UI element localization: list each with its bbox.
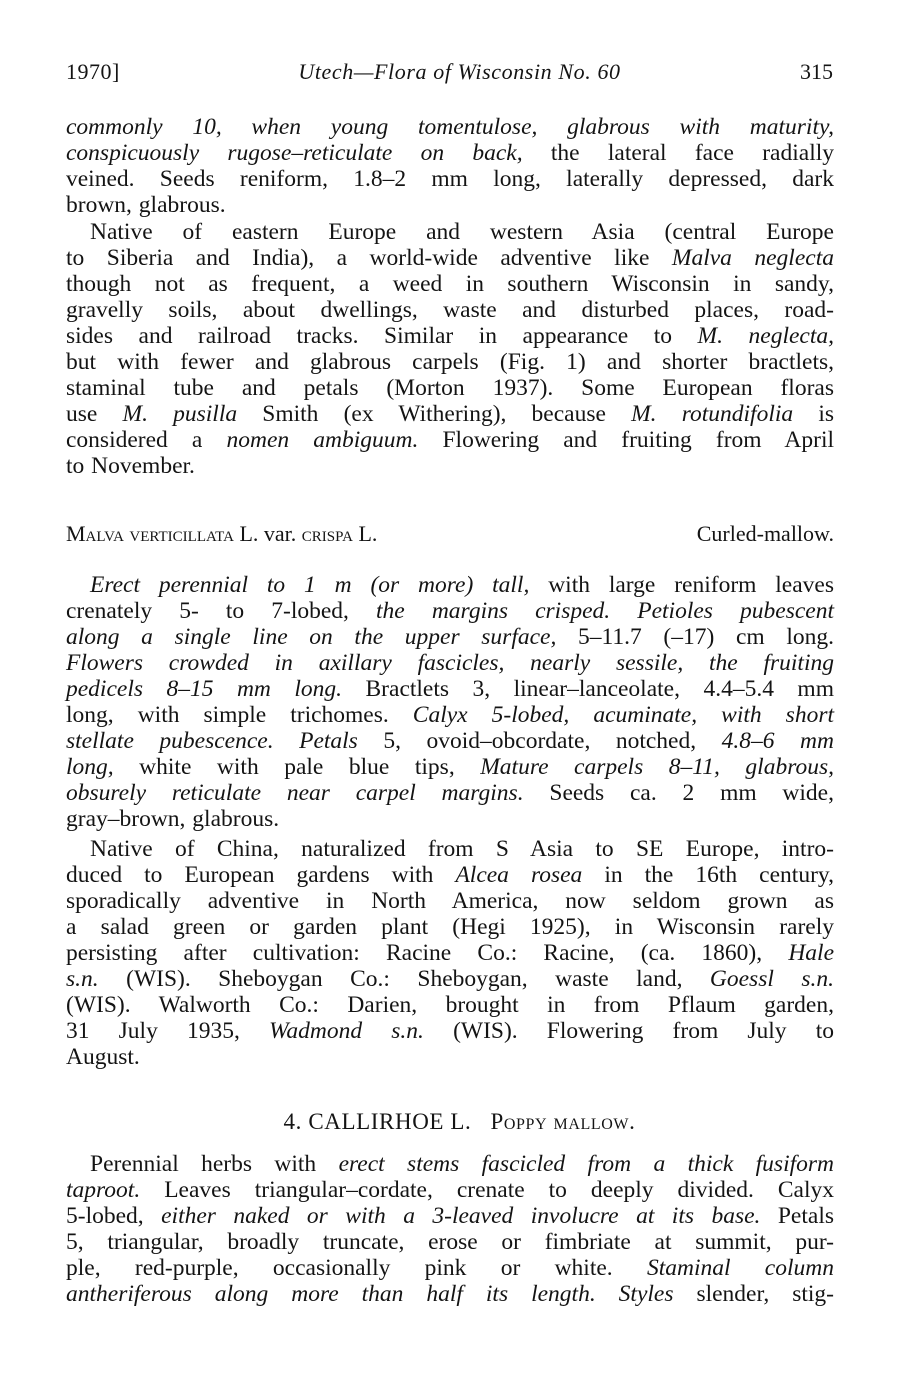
roman-text: Perennial herbs with bbox=[90, 1151, 339, 1177]
text-line bbox=[66, 1281, 834, 1307]
italic-text: Malva neglecta bbox=[671, 245, 834, 271]
roman-text: 5-lobed, bbox=[66, 1203, 162, 1229]
text-line bbox=[66, 1018, 834, 1044]
text-line: gray–brown, glabrous. bbox=[66, 806, 280, 832]
italic-text: along a single line on the upper surface, bbox=[66, 624, 557, 650]
italic-text: Mature carpels 8–11, glabrous, bbox=[480, 754, 834, 780]
text-line bbox=[66, 728, 834, 754]
roman-text: is bbox=[793, 401, 835, 427]
roman-text: the lateral face radially bbox=[522, 140, 835, 166]
roman-text: use bbox=[66, 401, 123, 427]
variety-author: L. bbox=[352, 521, 378, 546]
text-line bbox=[66, 650, 834, 676]
genus-description bbox=[66, 1151, 834, 1307]
italic-text: Staminal column bbox=[646, 1255, 834, 1281]
roman-text: to Siberia and India), a world-wide adventive like bbox=[66, 245, 672, 271]
italic-text: Erect perennial to 1 m (or more) tall, bbox=[90, 572, 530, 598]
text-line bbox=[66, 323, 834, 349]
roman-text: 5, ovoid–obcordate, notched, bbox=[357, 728, 722, 754]
text-line bbox=[66, 401, 834, 427]
text-line bbox=[66, 862, 834, 888]
italic-text: stellate pubescence. Petals bbox=[66, 728, 358, 754]
roman-text: sides and railroad tracks. Similar in appearance to bbox=[66, 323, 698, 349]
italic-text: Hale bbox=[788, 940, 834, 966]
text-line bbox=[66, 427, 834, 453]
roman-text: Seeds ca. 2 mm wide, bbox=[523, 780, 834, 806]
italic-text: nomen ambiguum. bbox=[226, 427, 419, 453]
roman-text: 5–11.7 (–17) cm long. bbox=[556, 624, 834, 650]
text-line: 5, triangular, broadly truncate, erose or fimbriate at summit, pur- bbox=[66, 1229, 834, 1255]
text-line bbox=[66, 966, 834, 992]
species-name bbox=[66, 520, 377, 548]
italic-text: taproot. bbox=[66, 1177, 141, 1203]
text-line: though not as frequent, a weed in southern Wisconsin in sandy, bbox=[66, 271, 834, 297]
roman-text: ple, red-purple, occasionally pink or white. bbox=[66, 1255, 647, 1281]
text-line bbox=[66, 702, 834, 728]
text-line bbox=[66, 1177, 834, 1203]
italic-text: commonly 10, when young tomentulose, glabrous with maturity, bbox=[66, 114, 834, 140]
roman-text: 31 July 1935, bbox=[66, 1018, 269, 1044]
page-number: 315 bbox=[800, 59, 833, 84]
italic-text: Goessl s.n. bbox=[709, 966, 834, 992]
text-line: (WIS). Walworth Co.: Darien, brought in from Pflaum garden, bbox=[66, 992, 834, 1018]
species-heading bbox=[66, 520, 834, 548]
species-common-name: Curled-mallow. bbox=[696, 521, 834, 546]
text-line: a salad green or garden plant (Hegi 1925), in Wisconsin rarely bbox=[66, 914, 834, 940]
roman-text: crenately 5- to 7-lobed, bbox=[66, 598, 377, 624]
roman-text: duced to European gardens with bbox=[66, 862, 456, 888]
italic-text: obsurely reticulate near carpel margins. bbox=[66, 780, 524, 806]
italic-text: antheriferous along more than half its length. Styles bbox=[66, 1281, 674, 1307]
italic-text: M. neglecta, bbox=[697, 323, 834, 349]
genus-common-name: Poppy mallow. bbox=[490, 1109, 636, 1134]
roman-text: Leaves triangular–cordate, crenate to deeply divided. Calyx bbox=[140, 1177, 834, 1203]
species-binomial: Malva verticillata bbox=[66, 521, 234, 546]
text-line bbox=[66, 754, 834, 780]
text-line bbox=[66, 572, 834, 598]
genus-name: 4. CALLIRHOE L. bbox=[283, 1109, 472, 1134]
italic-text: long, bbox=[66, 754, 114, 780]
text-line bbox=[66, 676, 834, 702]
text-line: to November. bbox=[66, 453, 195, 479]
roman-text: (WIS). Sheboygan Co.: Sheboygan, waste land, bbox=[98, 966, 710, 992]
text-line bbox=[66, 940, 834, 966]
species-variety: crispa bbox=[301, 521, 353, 546]
roman-text: slender, stig- bbox=[673, 1281, 834, 1307]
text-line: but with fewer and glabrous carpels (Fig. 1) and shorter bractlets, bbox=[66, 349, 834, 375]
text-line bbox=[66, 114, 834, 140]
roman-text: Bractlets 3, linear–lanceolate, 4.4–5.4 mm bbox=[342, 676, 834, 702]
text-line bbox=[66, 598, 834, 624]
text-line bbox=[66, 780, 834, 806]
roman-text: Petals bbox=[760, 1203, 834, 1229]
roman-text: Smith (ex Withering), because bbox=[237, 401, 632, 427]
text-line: Native of China, naturalized from S Asia to SE Europe, intro- bbox=[90, 836, 834, 862]
distribution-paragraph bbox=[66, 219, 834, 479]
roman-text: considered a bbox=[66, 427, 227, 453]
running-title: Utech—Flora of Wisconsin No. 60 bbox=[298, 59, 621, 84]
italic-text: Calyx 5-lobed, acuminate, with short bbox=[412, 702, 834, 728]
text-line: brown, glabrous. bbox=[66, 192, 226, 218]
italic-text: M. rotundifolia bbox=[631, 401, 794, 427]
genus-heading bbox=[0, 1108, 919, 1136]
roman-text: long, with simple trichomes. bbox=[66, 702, 413, 728]
italic-text: conspicuously rugose–reticulate on back, bbox=[66, 140, 523, 166]
italic-text: Flowers crowded in axillary fascicles, nearly sessile, the fruiting bbox=[66, 650, 834, 676]
roman-text: white with pale blue tips, bbox=[113, 754, 481, 780]
italic-text: s.n. bbox=[66, 966, 99, 992]
roman-text: in the 16th century, bbox=[582, 862, 835, 888]
text-line: sporadically adventive in North America, now seldom grown as bbox=[66, 888, 834, 914]
text-line bbox=[66, 1255, 834, 1281]
italic-text: the margins crisped. Petioles pubescent bbox=[376, 598, 834, 624]
roman-text: with large reniform leaves bbox=[529, 572, 834, 598]
italic-text: 4.8–6 mm bbox=[721, 728, 834, 754]
roman-text: (WIS). Flowering from July to bbox=[423, 1018, 834, 1044]
text-line bbox=[66, 1203, 834, 1229]
italic-text: M. pusilla bbox=[122, 401, 238, 427]
roman-text: Flowering and fruiting from April bbox=[418, 427, 834, 453]
italic-text: Alcea rosea bbox=[455, 862, 583, 888]
distribution-paragraph bbox=[66, 836, 834, 1070]
italic-text: Wadmond s.n. bbox=[268, 1018, 424, 1044]
text-line bbox=[66, 1151, 834, 1177]
italic-text: erect stems fascicled from a thick fusiform bbox=[338, 1151, 834, 1177]
text-line bbox=[66, 624, 834, 650]
header-year: 1970] bbox=[66, 59, 120, 84]
text-line: veined. Seeds reniform, 1.8–2 mm long, laterally depressed, dark bbox=[66, 166, 834, 192]
text-line: Native of eastern Europe and western Asia (central Europe bbox=[90, 219, 834, 245]
italic-text: pedicels 8–15 mm long. bbox=[66, 676, 343, 702]
description-continued bbox=[66, 114, 834, 218]
text-line bbox=[66, 245, 834, 271]
text-line bbox=[66, 140, 834, 166]
text-line: August. bbox=[66, 1044, 140, 1070]
text-line: staminal tube and petals (Morton 1937). Some European floras bbox=[66, 375, 834, 401]
species-author: L. var. bbox=[233, 521, 302, 546]
roman-text: persisting after cultivation: Racine Co.: Racine, (ca. 1860), bbox=[66, 940, 789, 966]
species-description bbox=[66, 572, 834, 832]
italic-text: either naked or with a 3-leaved involucre at its base. bbox=[161, 1203, 761, 1229]
text-line: gravelly soils, about dwellings, waste and disturbed places, road- bbox=[66, 297, 834, 323]
